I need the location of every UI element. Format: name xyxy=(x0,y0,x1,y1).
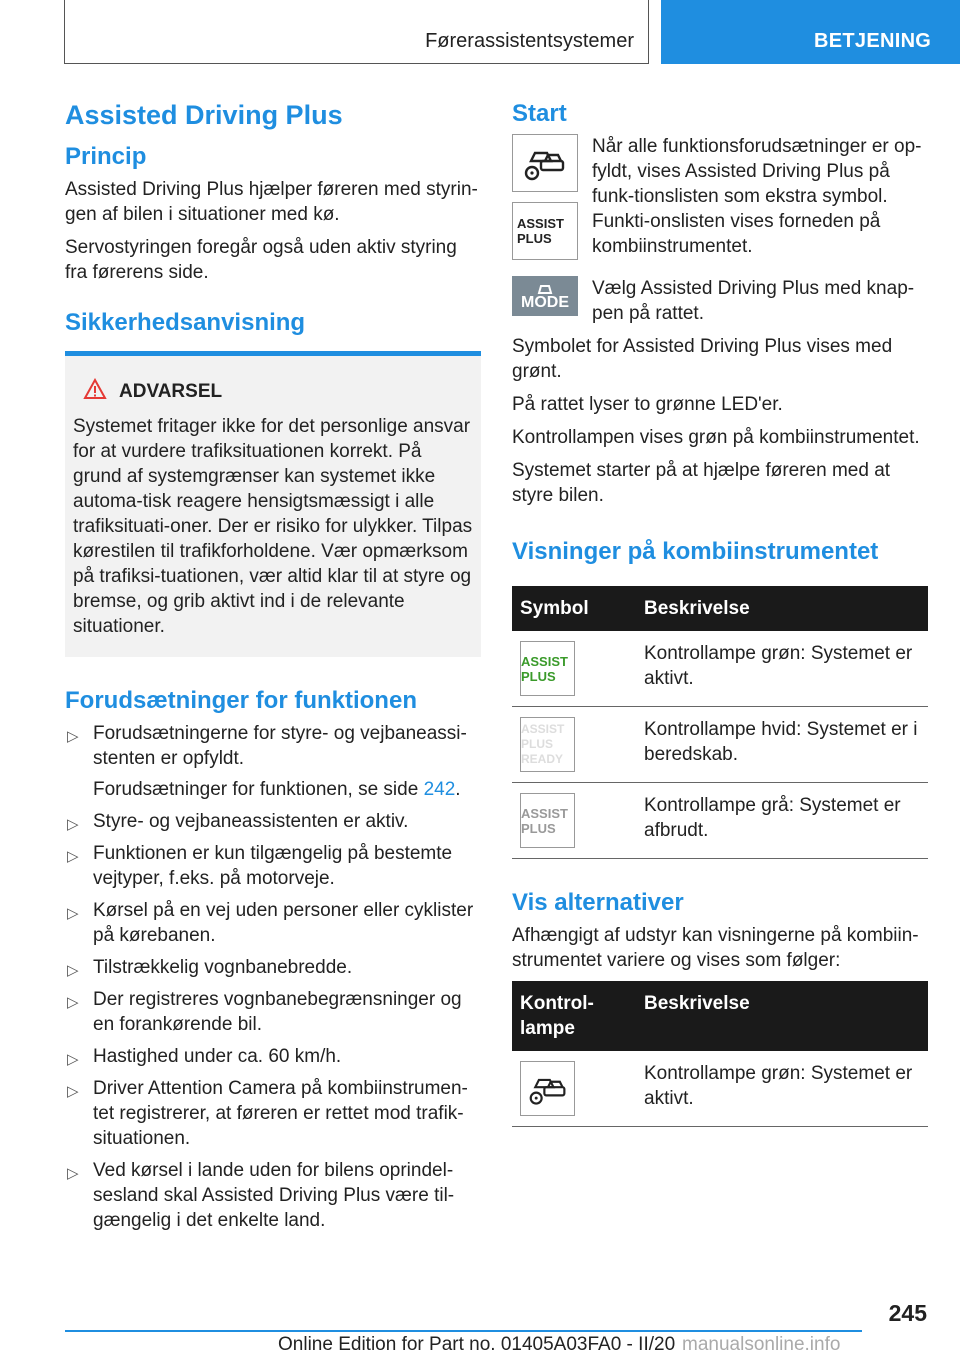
table-row xyxy=(512,631,928,707)
table-row xyxy=(512,783,928,859)
warning-title xyxy=(73,378,473,406)
alternatives-text: Afhængigt af udstyr kan visningerne på kombiin-strumentet variere og vises som følger: xyxy=(512,925,919,971)
list-item: ▷ Funktionen er kun tilgængelig på bestemte vejtyper, f.eks. på motorveje. xyxy=(67,843,453,889)
list-item: ▷ Driver Attention Camera på kombiinstrumen-tet registrerer, at føreren er rettet mod trafik-situationen. xyxy=(67,1078,468,1149)
watermark: manualsonline.info xyxy=(682,1334,841,1355)
safety-heading: Sikkerhedsanvisning xyxy=(65,309,306,336)
list-item: ▷ Hastighed under ca. 60 km/h. xyxy=(65,1044,481,1069)
requirements-heading: Forudsætninger for funktionen xyxy=(65,687,417,714)
mode-row xyxy=(512,276,928,326)
list-item: ▷ Kørsel på en vej uden personer eller cyklister på kørebanen. xyxy=(67,900,474,946)
table-header-symbol: Symbol xyxy=(512,586,636,631)
steering-assist-icon xyxy=(512,134,578,192)
princip-text-1: Assisted Driving Plus hjælper føreren med styrin-gen af bilen i situationer med kø. xyxy=(65,179,478,225)
header-chapter xyxy=(661,0,960,64)
header-section-title: Førerassistentsystemer xyxy=(425,30,634,52)
display-heading: Visninger på kombiinstrumentet xyxy=(512,538,879,565)
alternatives-table xyxy=(512,981,928,1127)
left-column xyxy=(65,100,481,1240)
start-heading: Start xyxy=(512,100,567,127)
triangle-bullet-icon: ▷ xyxy=(67,816,79,833)
requirements-list xyxy=(65,721,481,1233)
triangle-bullet-icon: ▷ xyxy=(67,848,79,865)
table-row xyxy=(512,1051,928,1127)
start-text-4: På rattet lyser to grønne LED'er. xyxy=(512,394,783,415)
right-column xyxy=(512,100,928,1137)
table-cell: Kontrollampe grøn: Systemet er aktivt. xyxy=(636,631,928,707)
triangle-bullet-icon: ▷ xyxy=(67,994,79,1011)
steering-assist-icon xyxy=(520,1061,575,1116)
table-cell: Kontrollampe hvid: Systemet er i beredskab. xyxy=(636,707,928,783)
start-text-5: Kontrollampen vises grøn på kombiinstrumentet. xyxy=(512,427,920,448)
table-header-lamp: Kontrol-lampe xyxy=(512,981,636,1051)
triangle-bullet-icon: ▷ xyxy=(67,962,79,979)
page-number: 245 xyxy=(888,1300,927,1326)
princip-text-2: Servostyringen foregår også uden aktiv styring fra førerens side. xyxy=(65,237,457,283)
assist-plus-ready-icon: ASSIST PLUS READY xyxy=(520,717,575,772)
start-text-1: Når alle funktionsforudsætninger er op-fyldt, vises Assisted Driving Plus på funk-tionslisten som ekstra symbol. Funkti-onslisten vises forneden på kombiinstrumentet. xyxy=(592,136,922,257)
triangle-bullet-icon: ▷ xyxy=(67,1165,79,1182)
table-header-row xyxy=(512,981,928,1051)
assist-plus-green-icon: ASSIST PLUS xyxy=(520,641,575,696)
list-item: ▷ Styre- og vejbaneassistenten er aktiv. xyxy=(65,809,481,834)
princip-heading: Princip xyxy=(65,143,147,170)
page-link[interactable]: 242 xyxy=(423,779,456,800)
table-header-description: Beskrivelse xyxy=(636,586,928,631)
start-text-3: Symbolet for Assisted Driving Plus vises med grønt. xyxy=(512,336,893,382)
edition-text: Online Edition for Part no. 01405A03FA0 - II/20 xyxy=(278,1334,676,1355)
table-header-row xyxy=(512,586,928,631)
header-chapter-title: BETJENING xyxy=(814,30,932,52)
warning-title-text: ADVARSEL xyxy=(119,381,223,402)
list-item: ▷ Forudsætningerne for styre- og vejbaneassi-stenten er opfyldt. Forudsætninger for funktionen, se side 242. xyxy=(65,721,481,802)
triangle-bullet-icon: ▷ xyxy=(67,905,79,922)
table-header-description: Beskrivelse xyxy=(636,981,928,1051)
footer-divider xyxy=(65,1330,862,1332)
mode-button-icon xyxy=(512,276,578,316)
start-text-2: Vælg Assisted Driving Plus med knap-pen på rattet. xyxy=(592,278,915,324)
assist-plus-icon: ASSIST PLUS xyxy=(512,202,578,260)
start-intro xyxy=(512,134,928,260)
display-table xyxy=(512,586,928,859)
table-row xyxy=(512,707,928,783)
table-cell: Kontrollampe grøn: Systemet er aktivt. xyxy=(636,1051,928,1127)
triangle-bullet-icon: ▷ xyxy=(67,1083,79,1100)
list-item: ▷ Tilstrækkelig vognbanebredde. xyxy=(65,955,481,980)
assist-plus-grey-icon: ASSIST PLUS xyxy=(520,793,575,848)
warning-triangle-icon xyxy=(83,378,107,406)
page-title: Assisted Driving Plus xyxy=(65,100,343,130)
mode-label: MODE xyxy=(521,293,569,311)
warning-text: Systemet fritager ikke for det personlige ansvar for at vurdere trafiksituationen korrekt. På grund af systemgrænser kan systemet ikke automa-tisk reagere hensigtsmæssigt i alle trafiksituati-oner. Der er risiko for ulykker. Tilpas kørestilen til trafikforholdene. Vær opmærksom på trafiksi-tuationen, vær altid klar til at styre og bremse, og grib aktivt ind i de relevante situationer. xyxy=(73,416,473,637)
list-item: ▷ Ved kørsel i lande uden for bilens oprindel-sesland skal Assisted Driving Plus være til-gængelig i det enkelte land. xyxy=(67,1160,455,1231)
table-cell: Kontrollampe grå: Systemet er afbrudt. xyxy=(636,783,928,859)
header-section xyxy=(64,0,649,64)
warning-box xyxy=(65,351,481,657)
list-item-reference: Forudsætninger for funktionen, se side 242. xyxy=(93,779,461,800)
list-item: ▷ Der registreres vognbanebegrænsninger og en forankørende bil. xyxy=(67,989,462,1035)
triangle-bullet-icon: ▷ xyxy=(67,1051,79,1068)
start-text-6: Systemet starter på at hjælpe føreren med at styre bilen. xyxy=(512,460,891,506)
triangle-bullet-icon: ▷ xyxy=(67,728,79,745)
alternatives-heading: Vis alternativer xyxy=(512,889,684,916)
